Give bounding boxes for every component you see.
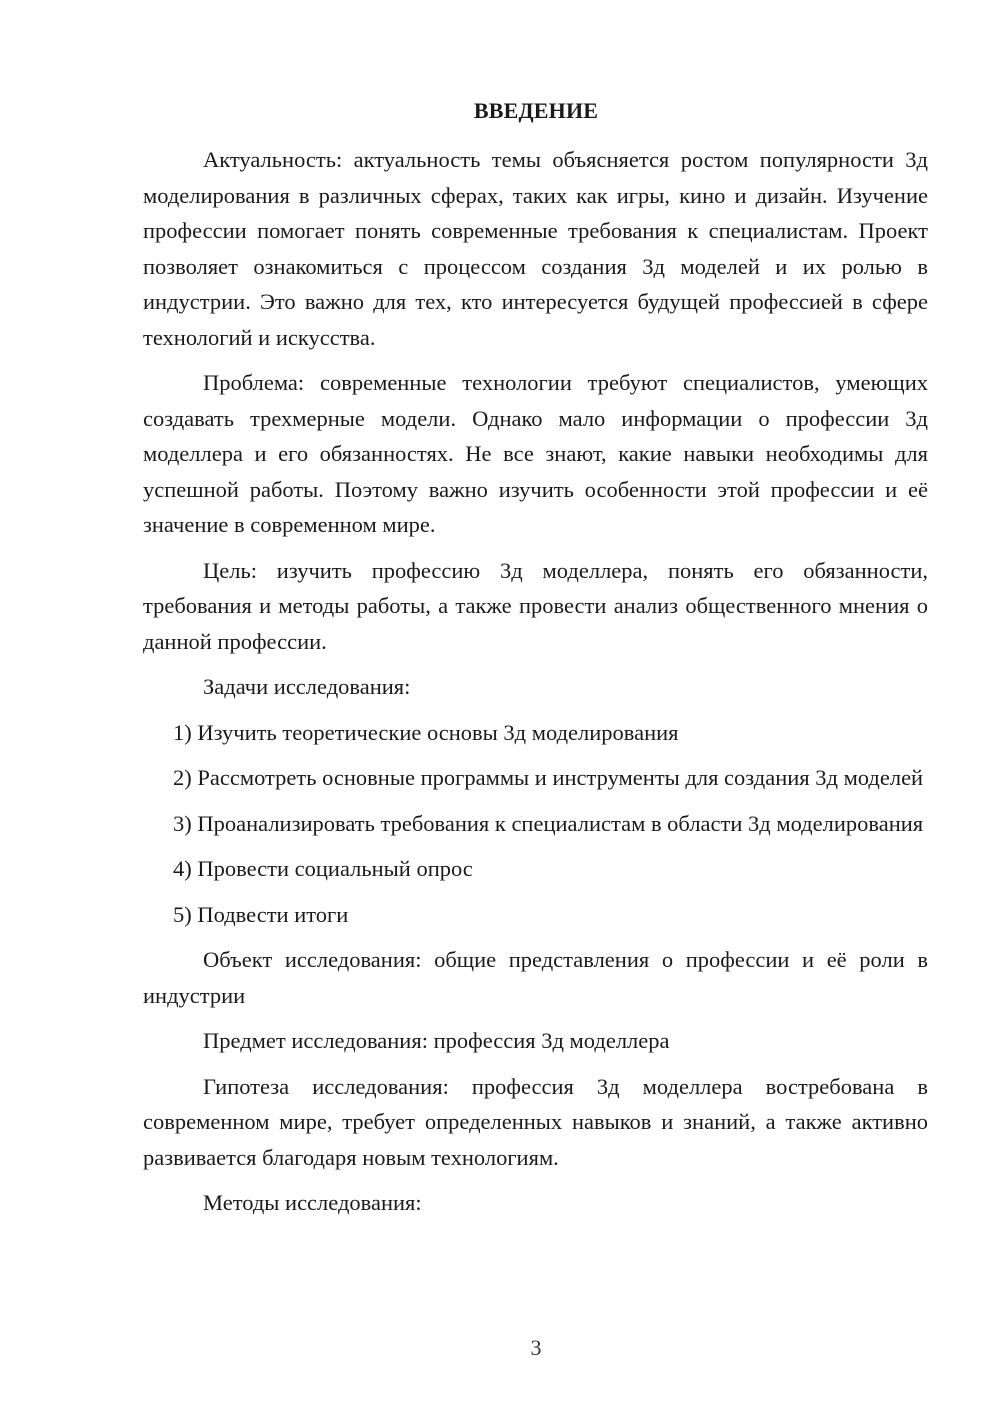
task-item-5: 5) Подвести итоги xyxy=(173,901,349,927)
paragraph-methods: Методы исследования: xyxy=(203,1190,422,1215)
page-number: 3 xyxy=(530,1335,542,1360)
paragraph-hypothesis: Гипотеза исследования: профессия 3д моделлера востребована в современном мире, требует определенных навыков и знаний, а также активно развивается благодаря новым технологиям. xyxy=(143,1073,928,1170)
section-heading: ВВЕДЕНИЕ xyxy=(473,98,599,123)
task-item-4: 4) Провести социальный опрос xyxy=(173,856,473,881)
task-item-3: 3) Проанализировать требования к специалистам в области 3д моделирования xyxy=(173,810,924,836)
paragraph-object: Объект исследования: общие представления о профессии и её роли в индустрии xyxy=(143,947,928,1008)
paragraph-goal: Цель: изучить профессию 3д моделлера, понять его обязанности, требования и методы работы, а также провести анализ общественного мнения о данной профессии. xyxy=(143,557,928,654)
paragraph-tasks-heading: Задачи исследования: xyxy=(203,674,411,699)
task-item-2: 2) Рассмотреть основные программы и инструменты для создания 3д моделей xyxy=(173,765,924,790)
paragraph-subject: Предмет исследования: профессия 3д моделлера xyxy=(203,1028,670,1053)
task-item-1: 1) Изучить теоретические основы 3д моделирования xyxy=(173,719,679,745)
paragraph-relevance: Актуальность: актуальность темы объясняется ростом популярности 3д моделирования в различных сферах, таких как игры, кино и дизайн. Изучение профессии помогает понять современные требования к специалистам. Проект позволяет ознакомиться с процессом создания 3д моделей и их ролью в индустрии. Это важно для тех, кто интересуется будущей профессией в сфере технологий и искусства. xyxy=(143,147,928,350)
document-body xyxy=(143,142,928,1221)
paragraph-problem: Проблема: современные технологии требуют специалистов, умеющих создавать трехмерные модели. Однако мало информации о профессии 3д моделлера и его обязанностях. Не все знают, какие навыки необходимы для успешной работы. Поэтому важно изучить особенности этой профессии и её значение в современном мире. xyxy=(143,370,928,537)
